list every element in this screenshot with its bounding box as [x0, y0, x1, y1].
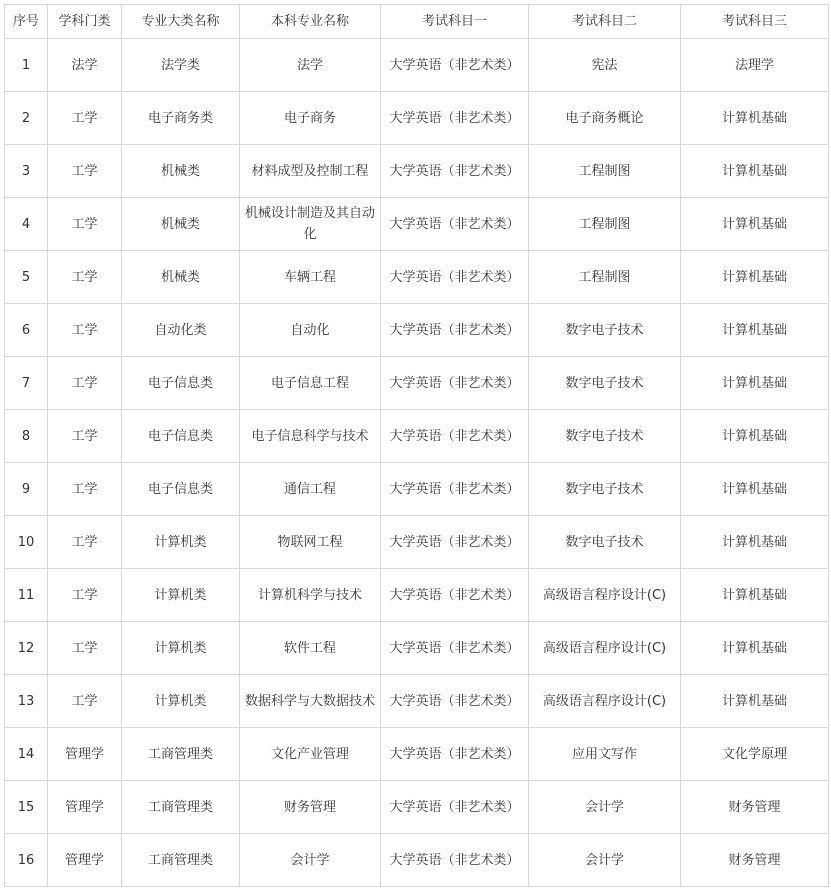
- header-subject-2: 考试科目二: [529, 5, 681, 39]
- cell-index: 10: [5, 516, 48, 569]
- cell-major-name: 法学: [240, 39, 381, 92]
- table-row: [5, 728, 829, 781]
- cell-subject-3: 计算机基础: [681, 92, 829, 145]
- cell-subject-2: 工程制图: [529, 251, 681, 304]
- cell-discipline: 工学: [48, 410, 122, 463]
- cell-index: 15: [5, 781, 48, 834]
- table-row: [5, 304, 829, 357]
- table-row: [5, 781, 829, 834]
- header-discipline: 学科门类: [48, 5, 122, 39]
- cell-major-category: 电子信息类: [122, 463, 240, 516]
- cell-subject-2: 高级语言程序设计(C): [529, 622, 681, 675]
- cell-subject-1: 大学英语（非艺术类）: [381, 198, 529, 251]
- table-header-row: [5, 5, 829, 39]
- cell-major-category: 计算机类: [122, 516, 240, 569]
- cell-index: 4: [5, 198, 48, 251]
- cell-subject-3: 财务管理: [681, 834, 829, 887]
- cell-subject-3: 计算机基础: [681, 516, 829, 569]
- table-row: [5, 92, 829, 145]
- cell-subject-2: 会计学: [529, 781, 681, 834]
- cell-subject-3: 法理学: [681, 39, 829, 92]
- cell-discipline: 工学: [48, 622, 122, 675]
- cell-subject-2: 宪法: [529, 39, 681, 92]
- cell-major-category: 计算机类: [122, 569, 240, 622]
- cell-major-category: 计算机类: [122, 622, 240, 675]
- cell-subject-3: 计算机基础: [681, 304, 829, 357]
- cell-discipline: 管理学: [48, 834, 122, 887]
- cell-major-name: 车辆工程: [240, 251, 381, 304]
- cell-subject-1: 大学英语（非艺术类）: [381, 251, 529, 304]
- cell-major-name: 财务管理: [240, 781, 381, 834]
- cell-index: 8: [5, 410, 48, 463]
- cell-subject-1: 大学英语（非艺术类）: [381, 516, 529, 569]
- cell-subject-3: 计算机基础: [681, 145, 829, 198]
- cell-major-category: 工商管理类: [122, 834, 240, 887]
- cell-subject-3: 计算机基础: [681, 463, 829, 516]
- cell-subject-1: 大学英语（非艺术类）: [381, 145, 529, 198]
- cell-subject-1: 大学英语（非艺术类）: [381, 781, 529, 834]
- cell-major-name: 数据科学与大数据技术: [240, 675, 381, 728]
- cell-subject-2: 数字电子技术: [529, 410, 681, 463]
- cell-discipline: 法学: [48, 39, 122, 92]
- table-row: [5, 198, 829, 251]
- cell-subject-2: 电子商务概论: [529, 92, 681, 145]
- cell-major-category: 机械类: [122, 145, 240, 198]
- table-row: [5, 39, 829, 92]
- cell-discipline: 工学: [48, 304, 122, 357]
- table-row: [5, 251, 829, 304]
- header-major-name: 本科专业名称: [240, 5, 381, 39]
- cell-subject-1: 大学英语（非艺术类）: [381, 39, 529, 92]
- cell-index: 3: [5, 145, 48, 198]
- cell-subject-3: 计算机基础: [681, 569, 829, 622]
- table-row: [5, 410, 829, 463]
- cell-index: 6: [5, 304, 48, 357]
- cell-major-category: 工商管理类: [122, 728, 240, 781]
- cell-subject-3: 财务管理: [681, 781, 829, 834]
- cell-subject-2: 数字电子技术: [529, 516, 681, 569]
- cell-subject-1: 大学英语（非艺术类）: [381, 569, 529, 622]
- cell-major-name: 通信工程: [240, 463, 381, 516]
- cell-subject-3: 计算机基础: [681, 251, 829, 304]
- cell-index: 1: [5, 39, 48, 92]
- cell-discipline: 工学: [48, 675, 122, 728]
- cell-major-name: 计算机科学与技术: [240, 569, 381, 622]
- table-row: [5, 569, 829, 622]
- header-major-category: 专业大类名称: [122, 5, 240, 39]
- table-row: [5, 622, 829, 675]
- cell-major-name: 机械设计制造及其自动化: [240, 198, 381, 251]
- cell-index: 5: [5, 251, 48, 304]
- cell-discipline: 管理学: [48, 728, 122, 781]
- cell-subject-2: 工程制图: [529, 145, 681, 198]
- cell-discipline: 管理学: [48, 781, 122, 834]
- cell-major-name: 自动化: [240, 304, 381, 357]
- table-row: [5, 675, 829, 728]
- table-row: [5, 463, 829, 516]
- cell-subject-2: 应用文写作: [529, 728, 681, 781]
- cell-major-name: 物联网工程: [240, 516, 381, 569]
- cell-major-name: 材料成型及控制工程: [240, 145, 381, 198]
- cell-subject-1: 大学英语（非艺术类）: [381, 304, 529, 357]
- cell-subject-1: 大学英语（非艺术类）: [381, 834, 529, 887]
- cell-subject-3: 计算机基础: [681, 622, 829, 675]
- cell-subject-2: 数字电子技术: [529, 304, 681, 357]
- cell-index: 7: [5, 357, 48, 410]
- cell-major-category: 工商管理类: [122, 781, 240, 834]
- cell-subject-2: 数字电子技术: [529, 357, 681, 410]
- cell-discipline: 工学: [48, 251, 122, 304]
- table-row: [5, 516, 829, 569]
- cell-index: 11: [5, 569, 48, 622]
- cell-major-name: 会计学: [240, 834, 381, 887]
- cell-major-category: 电子信息类: [122, 410, 240, 463]
- cell-subject-1: 大学英语（非艺术类）: [381, 622, 529, 675]
- cell-discipline: 工学: [48, 145, 122, 198]
- table-row: [5, 145, 829, 198]
- cell-subject-1: 大学英语（非艺术类）: [381, 410, 529, 463]
- cell-discipline: 工学: [48, 198, 122, 251]
- cell-index: 2: [5, 92, 48, 145]
- cell-major-category: 电子信息类: [122, 357, 240, 410]
- cell-major-name: 电子商务: [240, 92, 381, 145]
- cell-major-category: 机械类: [122, 198, 240, 251]
- cell-subject-3: 计算机基础: [681, 410, 829, 463]
- header-subject-1: 考试科目一: [381, 5, 529, 39]
- cell-subject-1: 大学英语（非艺术类）: [381, 728, 529, 781]
- cell-subject-2: 会计学: [529, 834, 681, 887]
- table-row: [5, 834, 829, 887]
- cell-index: 16: [5, 834, 48, 887]
- cell-major-category: 电子商务类: [122, 92, 240, 145]
- cell-index: 9: [5, 463, 48, 516]
- cell-discipline: 工学: [48, 92, 122, 145]
- cell-major-name: 软件工程: [240, 622, 381, 675]
- header-index: 序号: [5, 5, 48, 39]
- cell-index: 13: [5, 675, 48, 728]
- cell-major-name: 文化产业管理: [240, 728, 381, 781]
- cell-subject-1: 大学英语（非艺术类）: [381, 92, 529, 145]
- header-subject-3: 考试科目三: [681, 5, 829, 39]
- table-row: [5, 357, 829, 410]
- cell-subject-3: 文化学原理: [681, 728, 829, 781]
- cell-major-name: 电子信息科学与技术: [240, 410, 381, 463]
- cell-discipline: 工学: [48, 516, 122, 569]
- cell-index: 14: [5, 728, 48, 781]
- cell-subject-2: 工程制图: [529, 198, 681, 251]
- cell-index: 12: [5, 622, 48, 675]
- cell-subject-1: 大学英语（非艺术类）: [381, 357, 529, 410]
- exam-subjects-table: [4, 4, 829, 887]
- cell-major-category: 法学类: [122, 39, 240, 92]
- cell-discipline: 工学: [48, 463, 122, 516]
- cell-subject-2: 数字电子技术: [529, 463, 681, 516]
- cell-subject-1: 大学英语（非艺术类）: [381, 675, 529, 728]
- cell-major-category: 计算机类: [122, 675, 240, 728]
- cell-subject-3: 计算机基础: [681, 198, 829, 251]
- cell-subject-1: 大学英语（非艺术类）: [381, 463, 529, 516]
- cell-major-category: 自动化类: [122, 304, 240, 357]
- cell-major-name: 电子信息工程: [240, 357, 381, 410]
- cell-subject-2: 高级语言程序设计(C): [529, 569, 681, 622]
- cell-subject-2: 高级语言程序设计(C): [529, 675, 681, 728]
- cell-subject-3: 计算机基础: [681, 675, 829, 728]
- cell-discipline: 工学: [48, 569, 122, 622]
- cell-discipline: 工学: [48, 357, 122, 410]
- cell-major-category: 机械类: [122, 251, 240, 304]
- cell-subject-3: 计算机基础: [681, 357, 829, 410]
